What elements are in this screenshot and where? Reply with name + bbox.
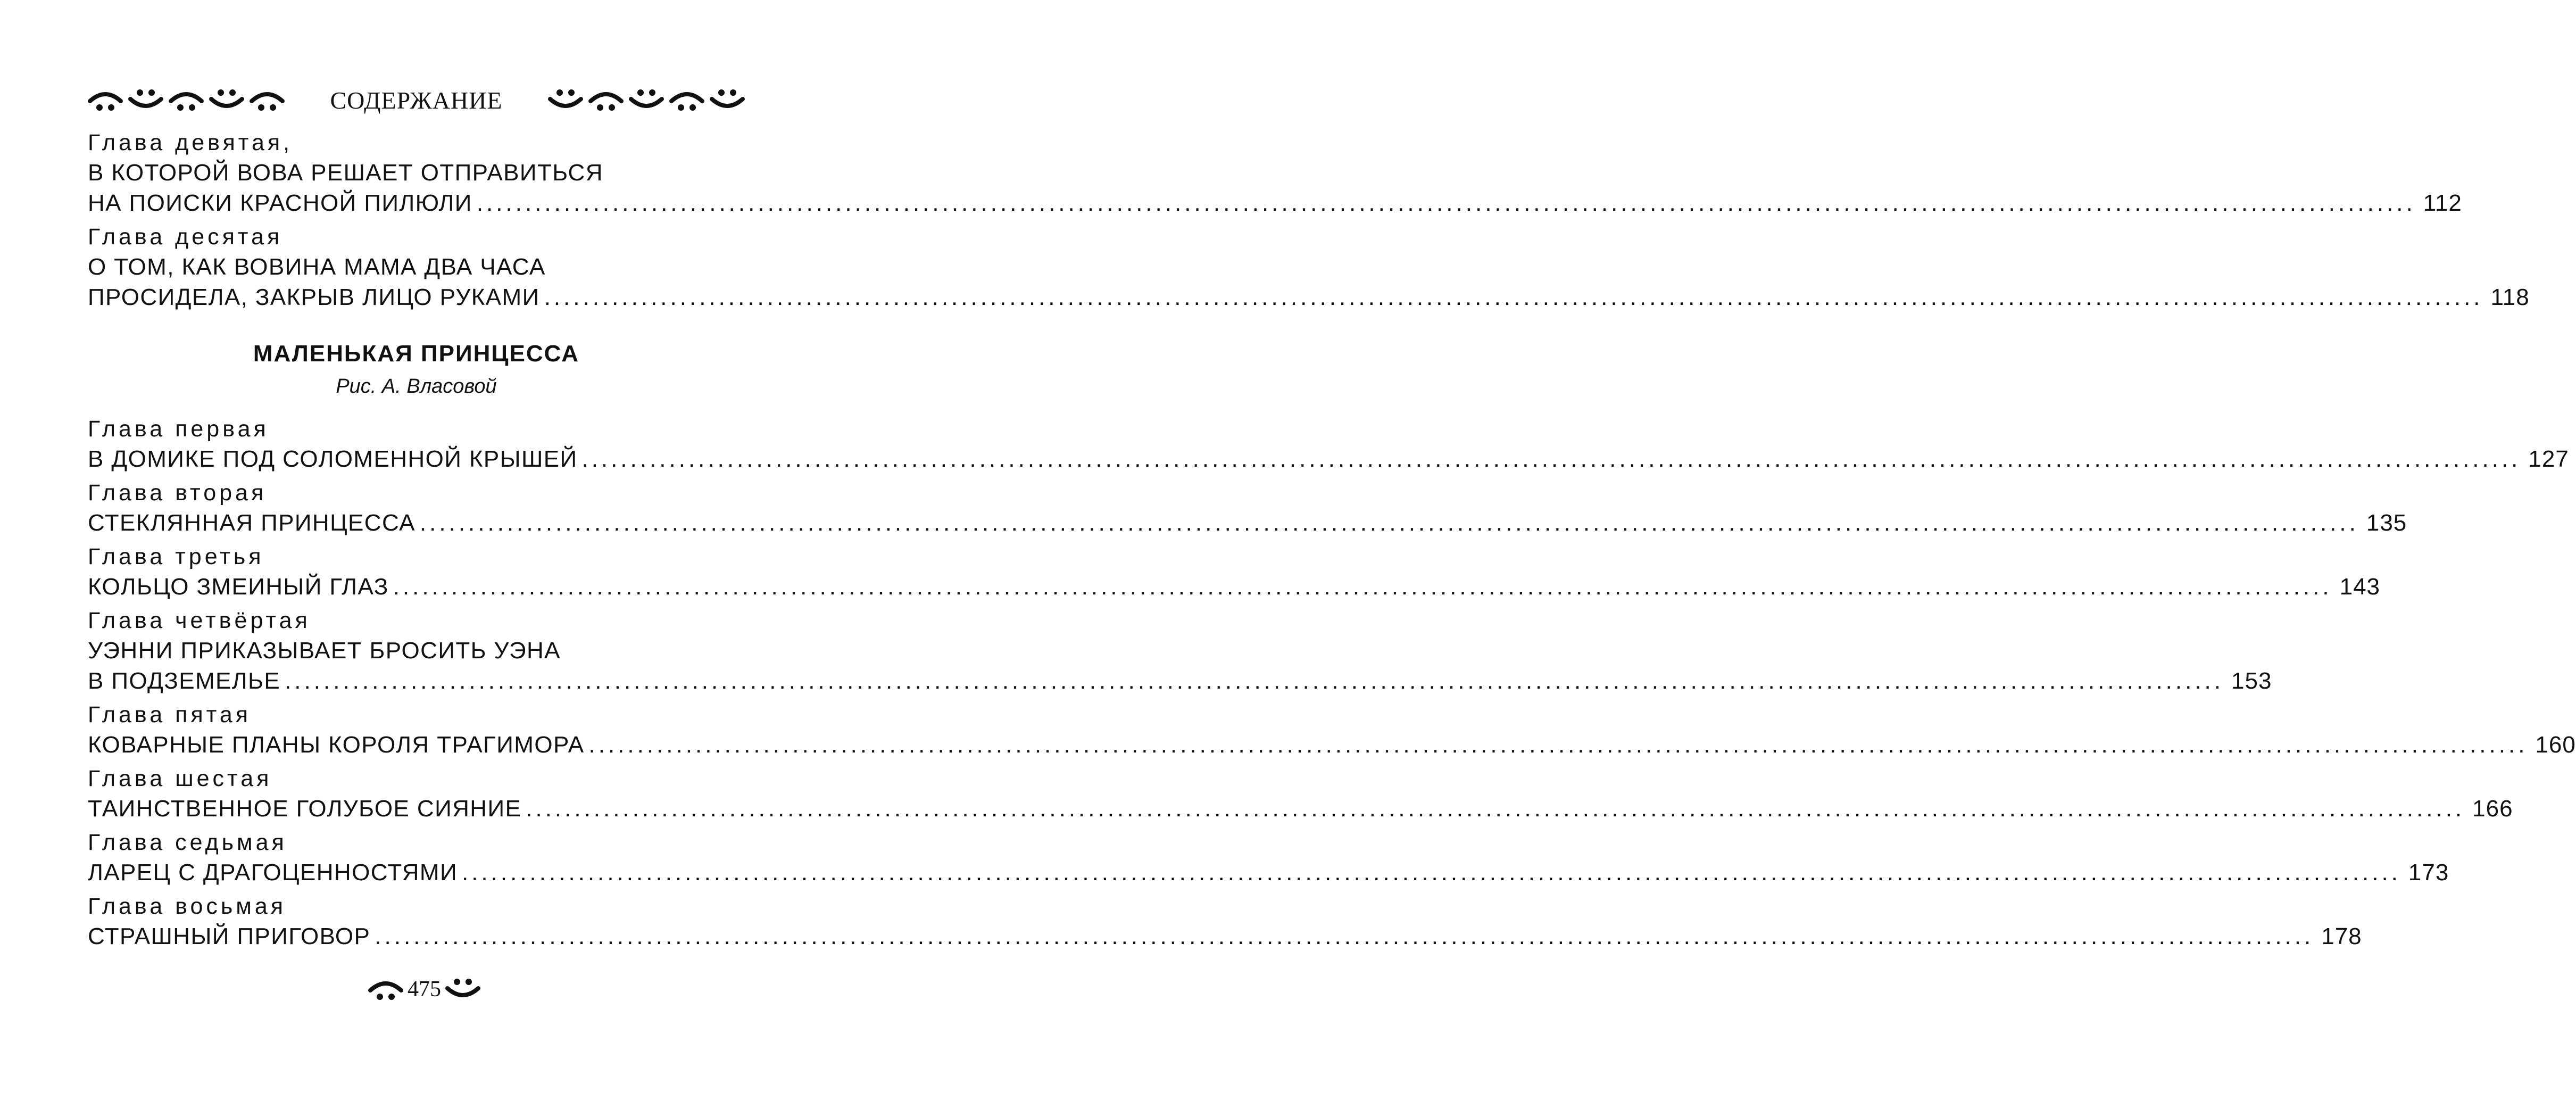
- chapter-label: Глава восьмая: [88, 894, 287, 919]
- section-illustrator: Рис. А. Власовой: [336, 375, 497, 398]
- page-number-ref: 118: [2490, 284, 2530, 310]
- toc-entry[interactable]: [88, 542, 2381, 602]
- chapter-title-row: [88, 444, 2569, 474]
- page-number-ref: 112: [2423, 190, 2462, 216]
- dot-leader: ........................................................................................................................................................................................................: [419, 510, 2359, 536]
- header-ornament-left: [88, 88, 285, 112]
- section-title: МАЛЕНЬКАЯ ПРИНЦЕССА: [253, 341, 580, 367]
- chapter-title: СТЕКЛЯННАЯ ПРИНЦЕССА: [88, 510, 416, 536]
- chapter-label: Глава четвёртая: [88, 608, 311, 633]
- chapter-title-row: [88, 572, 2381, 602]
- toc-entry[interactable]: [88, 891, 2362, 952]
- smile-dots-ornament-icon: [128, 88, 163, 112]
- chapter-title: В ДОМИКЕ ПОД СОЛОМЕННОЙ КРЫШЕЙ: [88, 446, 578, 472]
- chapter-label: Глава первая: [88, 416, 269, 442]
- toc-group-little-princess: [88, 414, 2576, 952]
- frown-dots-ornament-icon: [250, 88, 285, 112]
- smile-dots-ornament-icon: [629, 88, 664, 112]
- page-number-ref: 127: [2528, 446, 2569, 472]
- chapter-title-row: [88, 188, 2462, 218]
- chapter-label: Глава шестая: [88, 766, 272, 791]
- page-number: 475: [408, 977, 441, 1002]
- chapter-title: КОВАРНЫЕ ПЛАНЫ КОРОЛЯ ТРАГИМОРА: [88, 732, 585, 758]
- chapter-title-line: В КОТОРОЙ ВОВА РЕШАЕТ ОТПРАВИТЬСЯ: [88, 160, 603, 186]
- dot-leader: ........................................................................................................................................................................................................: [526, 796, 2465, 822]
- chapter-label: Глава десятая: [88, 224, 283, 250]
- smile-dots-ornament-icon: [209, 88, 244, 112]
- page-number-ref: 153: [2231, 668, 2272, 694]
- frown-dots-ornament-icon: [669, 88, 704, 112]
- toc-entry[interactable]: [88, 478, 2407, 538]
- chapter-title-row: [88, 282, 2530, 312]
- chapter-label: Глава третья: [88, 544, 264, 569]
- frown-dots-ornament-icon: [588, 88, 624, 112]
- page-header: [88, 79, 745, 121]
- chapter-title-row: [88, 730, 2576, 760]
- dot-leader: ........................................................................................................................................................................................................: [581, 446, 2521, 472]
- chapter-title-row: [88, 508, 2407, 538]
- page-number-ref: 160: [2535, 732, 2576, 758]
- toc-entry[interactable]: [88, 222, 2530, 312]
- chapter-title: ЛАРЕЦ С ДРАГОЦЕННОСТЯМИ: [88, 859, 458, 886]
- chapter-label: Глава девятая,: [88, 130, 293, 155]
- page-number-ref: 143: [2339, 574, 2381, 600]
- dot-leader: ........................................................................................................................................................................................................: [544, 284, 2483, 310]
- page-number-ref: 173: [2408, 859, 2449, 886]
- chapter-title-line: О ТОМ, КАК ВОВИНА МАМА ДВА ЧАСА: [88, 254, 546, 280]
- chapter-title: НА ПОИСКИ КРАСНОЙ ПИЛЮЛИ: [88, 190, 472, 216]
- toc-entry[interactable]: [88, 606, 2272, 696]
- toc-entry[interactable]: [88, 414, 2569, 474]
- dot-leader: ........................................................................................................................................................................................................: [476, 190, 2416, 216]
- chapter-title: ПРОСИДЕЛА, ЗАКРЫВ ЛИЦО РУКАМИ: [88, 284, 540, 310]
- header-ornament-right: [548, 88, 745, 112]
- toc-entry[interactable]: [88, 764, 2513, 824]
- chapter-title: В ПОДЗЕМЕЛЬЕ: [88, 668, 281, 694]
- frown-dots-ornament-icon: [368, 978, 403, 1001]
- chapter-title-row: [88, 921, 2362, 952]
- chapter-label: Глава вторая: [88, 480, 267, 506]
- dot-leader: ........................................................................................................................................................................................................: [375, 923, 2314, 949]
- smile-dots-ornament-icon: [710, 88, 745, 112]
- frown-dots-ornament-icon: [169, 88, 204, 112]
- toc-entry[interactable]: [88, 700, 2576, 760]
- chapter-title: СТРАШНЫЙ ПРИГОВОР: [88, 923, 371, 949]
- page-title: СОДЕРЖАНИЕ: [330, 86, 503, 114]
- chapter-title: КОЛЬЦО ЗМЕИНЫЙ ГЛАЗ: [88, 574, 389, 600]
- toc-entry[interactable]: [88, 128, 2462, 218]
- page-footer: [0, 977, 849, 1002]
- chapter-title-row: [88, 793, 2513, 824]
- dot-leader: ........................................................................................................................................................................................................: [461, 859, 2401, 886]
- chapter-title-line: УЭННИ ПРИКАЗЫВАЕТ БРОСИТЬ УЭНА: [88, 638, 561, 664]
- toc-entry[interactable]: [88, 828, 2449, 888]
- page-number-ref: 166: [2472, 796, 2513, 822]
- chapter-label: Глава пятая: [88, 702, 252, 727]
- chapter-title-row: [88, 857, 2449, 888]
- chapter-title-row: [88, 666, 2272, 696]
- dot-leader: ........................................................................................................................................................................................................: [588, 732, 2528, 758]
- page-number-ref: 178: [2321, 923, 2362, 949]
- smile-dots-ornament-icon: [548, 88, 583, 112]
- smile-dots-ornament-icon: [445, 978, 480, 1001]
- page-number-ref: 135: [2366, 510, 2407, 536]
- chapter-label: Глава седьмая: [88, 830, 287, 855]
- toc-group-previous: [88, 128, 2530, 312]
- dot-leader: ........................................................................................................................................................................................................: [393, 574, 2332, 600]
- frown-dots-ornament-icon: [88, 88, 123, 112]
- chapter-title: ТАИНСТВЕННОЕ ГОЛУБОЕ СИЯНИЕ: [88, 796, 522, 822]
- dot-leader: ........................................................................................................................................................................................................: [285, 668, 2224, 694]
